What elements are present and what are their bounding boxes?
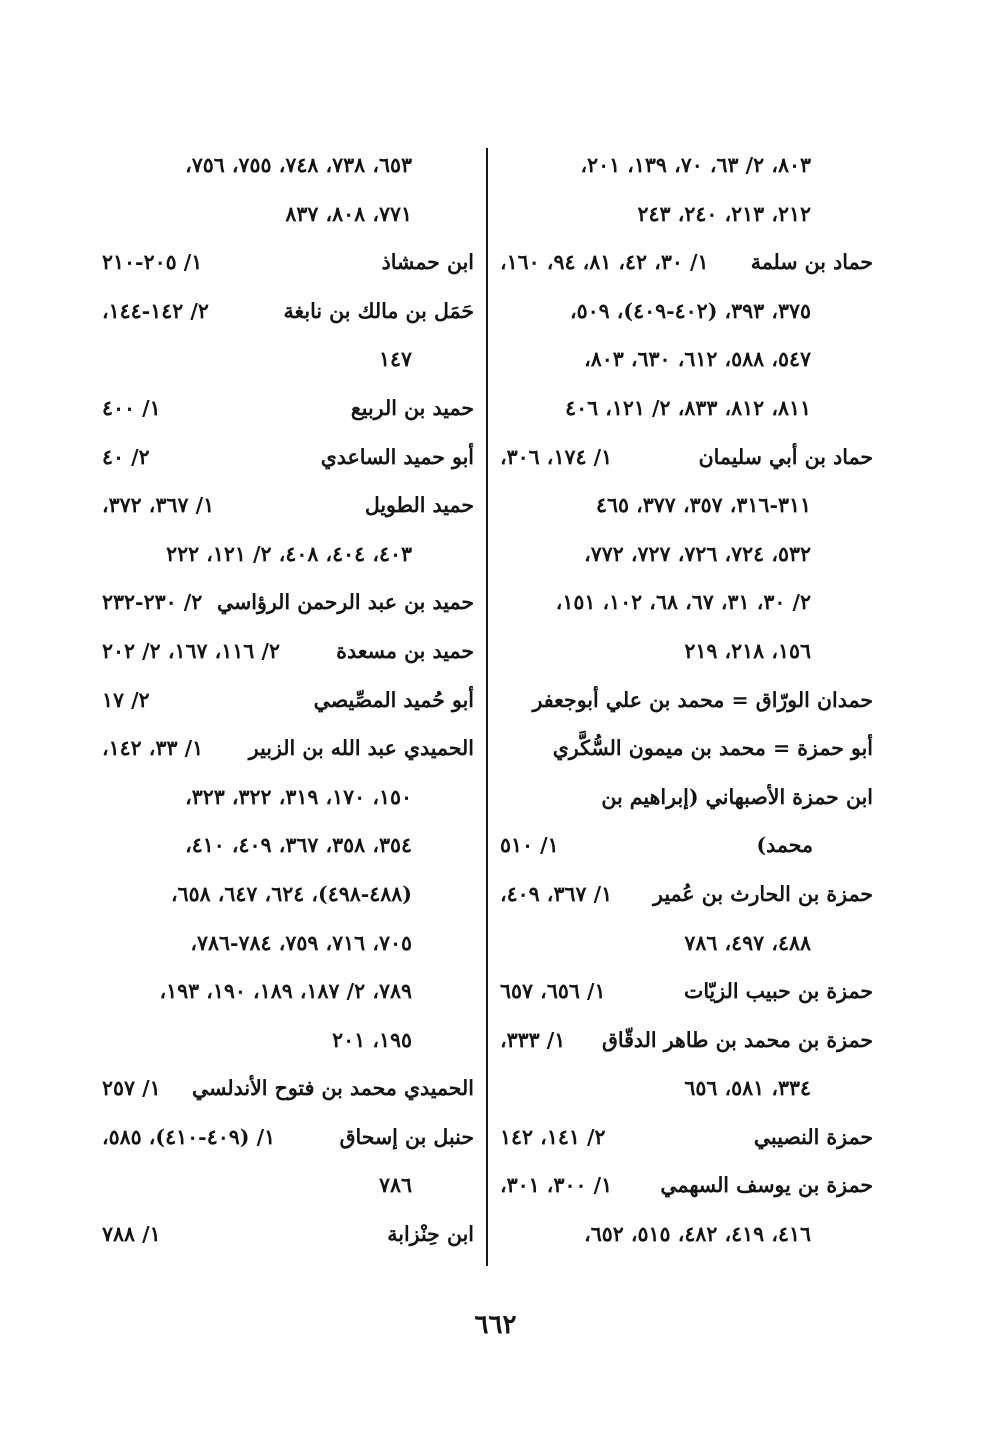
entry-name: الحميدي محمد بن فتوح الأندلسي xyxy=(192,1076,474,1101)
entry-references: ١/ ٢٥٧ xyxy=(102,1076,161,1101)
index-entry xyxy=(498,676,873,725)
entry-name: أبو حُميد المصِّيصي xyxy=(313,687,474,712)
index-entry xyxy=(100,1210,474,1259)
entry-references: ١/ ٢٠٥-٢١٠ xyxy=(102,250,203,275)
entry-name: حماد بن أبي سليمان xyxy=(698,444,873,469)
entry-references: ١/ ٣٣٣، xyxy=(500,1027,566,1052)
entry-references: ٢/ ٤٠ xyxy=(102,444,150,469)
entry-name: أبو حميد الساعدي xyxy=(320,444,474,469)
continuation-line: ٤٠٣، ٤٠٤، ٤٠٨، ٢/ ١٢١، ٢٢٢ xyxy=(166,541,412,566)
continuation-line: ٦٥٣، ٧٣٨، ٧٤٨، ٧٥٥، ٧٥٦، xyxy=(185,153,412,177)
index-entry xyxy=(100,287,474,336)
entry-name: حميد بن مسعدة xyxy=(336,638,474,663)
entry-references: ١/ ٣٠٠، ٣٠١، xyxy=(500,1173,613,1198)
index-entry xyxy=(100,433,474,482)
index-entry xyxy=(100,384,474,433)
index-entry xyxy=(498,1113,873,1162)
entry-references: ٢/ ٢٣٠-٢٣٢ xyxy=(102,590,203,615)
entry-name: الحميدي عبد الله بن الزبير xyxy=(248,736,474,761)
index-entry xyxy=(498,724,873,773)
entry-references: ٢/ ١٧ xyxy=(102,687,150,712)
continuation-line: ٣٧٥، ٣٩٣، (٤٠٢-٤٠٩)، ٥٠٩، xyxy=(569,298,811,323)
entry-references: ١/ ١٧٤، ٣٠٦، xyxy=(500,444,613,469)
entry-references: ١/ (٤٠٩-٤١٠)، ٥٨٥، xyxy=(102,1124,276,1149)
index-entry xyxy=(498,821,873,870)
entry-references: ٢/ ١١٦، ١٦٧، ٢/ ٢٠٢ xyxy=(102,638,280,663)
entry-references: ١/ ٥١٠ xyxy=(500,833,559,858)
index-entry xyxy=(100,627,474,676)
continuation-line: ١٩٥، ٢٠١ xyxy=(332,1027,412,1052)
entry-name: حميد الطويل xyxy=(364,493,474,518)
entry-references: ١/ ٣٦٧، ٣٧٢، xyxy=(102,493,215,518)
continuation-line: ٧٨٦ xyxy=(378,1173,412,1198)
entry-name: حمزة بن محمد بن طاهر الدقّاق xyxy=(601,1027,873,1052)
index-entry xyxy=(498,1161,873,1210)
index-entry xyxy=(100,238,474,287)
continuation-line: ٥٤٧، ٥٨٨، ٦١٢، ٦٣٠، ٨٠٣، xyxy=(584,347,811,372)
continuation-line: ٥٣٢، ٧٢٤، ٧٢٦، ٧٢٧، ٧٧٢، xyxy=(584,541,811,566)
continuation-line: ٨١١، ٨١٢، ٨٣٣، ٢/ ١٢١، ٤٠٦ xyxy=(565,395,811,420)
continuation-line: ٧٨٩، ٢/ ١٨٧، ١٨٩، ١٩٠، ١٩٣، xyxy=(159,979,412,1004)
continuation-line: ٤٨٨، ٤٩٧، ٧٨٦ xyxy=(684,930,811,955)
index-entry xyxy=(100,676,474,725)
continuation-line: ٧٠٥، ٧١٦، ٧٥٩، ٧٨٤-٧٨٦، xyxy=(190,930,412,955)
entry-references: ١/ ٧٨٨ xyxy=(102,1222,161,1247)
index-entry xyxy=(498,967,873,1016)
continuation-line: ٣٣٤، ٥٨١، ٦٥٦ xyxy=(684,1076,811,1101)
continuation-line: ٨٠٣، ٢/ ٦٣، ٧٠، ١٣٩، ٢٠١، xyxy=(580,153,811,177)
index-entry xyxy=(100,578,474,627)
entry-name: حمزة بن حبيب الزيّات xyxy=(684,979,873,1004)
entry-name: ابن حمزة الأصبهاني (إبراهيم بن xyxy=(601,784,873,809)
index-entry xyxy=(100,481,474,530)
index-entry xyxy=(100,1064,474,1113)
entry-name: حمزة بن يوسف السهمي xyxy=(660,1173,873,1198)
entry-name: ابن حمشاذ xyxy=(381,250,474,275)
entry-name: حميد بن عبد الرحمن الرؤاسي xyxy=(216,590,474,615)
entry-name: حمزة النصيبي xyxy=(753,1124,873,1149)
entry-references: ١/ ٣٠، ٤٢، ٨١، ٩٤، ١٦٠، xyxy=(500,250,709,275)
continuation-line: ٢/ ٣٠، ٣١، ٦٧، ٦٨، ١٠٢، ١٥١، xyxy=(555,590,811,615)
index-entry xyxy=(498,1016,873,1065)
entry-references: ١/ ٤٠٠ xyxy=(102,395,161,420)
continuation-line: ٢١٢، ٢١٣، ٢٤٠، ٢٤٣ xyxy=(637,201,811,226)
continuation-line: ٧٧١، ٨٠٨، ٨٣٧ xyxy=(285,201,412,226)
index-entry xyxy=(498,773,873,822)
entry-name: محمد) xyxy=(756,833,813,858)
left-column xyxy=(100,141,474,1259)
entry-references: ١/ ٣٦٧، ٤٠٩، xyxy=(500,881,613,906)
entry-name: أبو حمزة = محمد بن ميمون السُّكَّري xyxy=(552,736,873,761)
entry-name: حَمَل بن مالك بن نابغة xyxy=(283,298,474,323)
index-entry xyxy=(498,238,873,287)
index-entry xyxy=(100,1113,474,1162)
continuation-line: (٤٨٨-٤٩٨)، ٦٢٤، ٦٤٧، ٦٥٨، xyxy=(170,881,412,906)
continuation-line: ١٤٧ xyxy=(378,347,412,372)
index-entry xyxy=(498,433,873,482)
column-divider xyxy=(486,148,488,1266)
entry-name: حنبل بن إسحاق xyxy=(339,1124,474,1149)
entry-references: ١/ ٦٥٦، ٦٥٧ xyxy=(500,979,606,1004)
continuation-line: ٣٥٤، ٣٥٨، ٣٦٧، ٤٠٩، ٤١٠، xyxy=(185,833,412,858)
continuation-line: ١٥٠، ١٧٠، ٣١٩، ٣٢٢، ٣٢٣، xyxy=(185,784,412,809)
index-entry xyxy=(498,870,873,919)
continuation-line: ١٥٦، ٢١٨، ٢١٩ xyxy=(684,638,811,663)
entry-references: ٢/ ١٤١، ١٤٢ xyxy=(500,1124,606,1149)
entry-name: ابن حِنْزابة xyxy=(387,1222,474,1247)
continuation-line: ٤١٦، ٤١٩، ٤٨٢، ٥١٥، ٦٥٢، xyxy=(584,1222,811,1247)
page-number: ٦٦٢ xyxy=(474,1310,517,1340)
entry-references: ٢/ ١٤٢-١٤٤، xyxy=(102,298,209,323)
entry-name: حمدان الورّاق = محمد بن علي أبوجعفر xyxy=(532,687,873,712)
entry-references: ١/ ٣٣، ١٤٢، xyxy=(102,736,204,761)
entry-name: حمزة بن الحارث بن عُمير xyxy=(653,881,873,906)
right-column xyxy=(498,141,873,1259)
continuation-line: ٣١١-٣١٦، ٣٥٧، ٣٧٧، ٤٦٥ xyxy=(595,493,811,518)
entry-name: حماد بن سلمة xyxy=(750,250,873,275)
index-entry xyxy=(100,724,474,773)
entry-name: حميد بن الربيع xyxy=(350,395,474,420)
